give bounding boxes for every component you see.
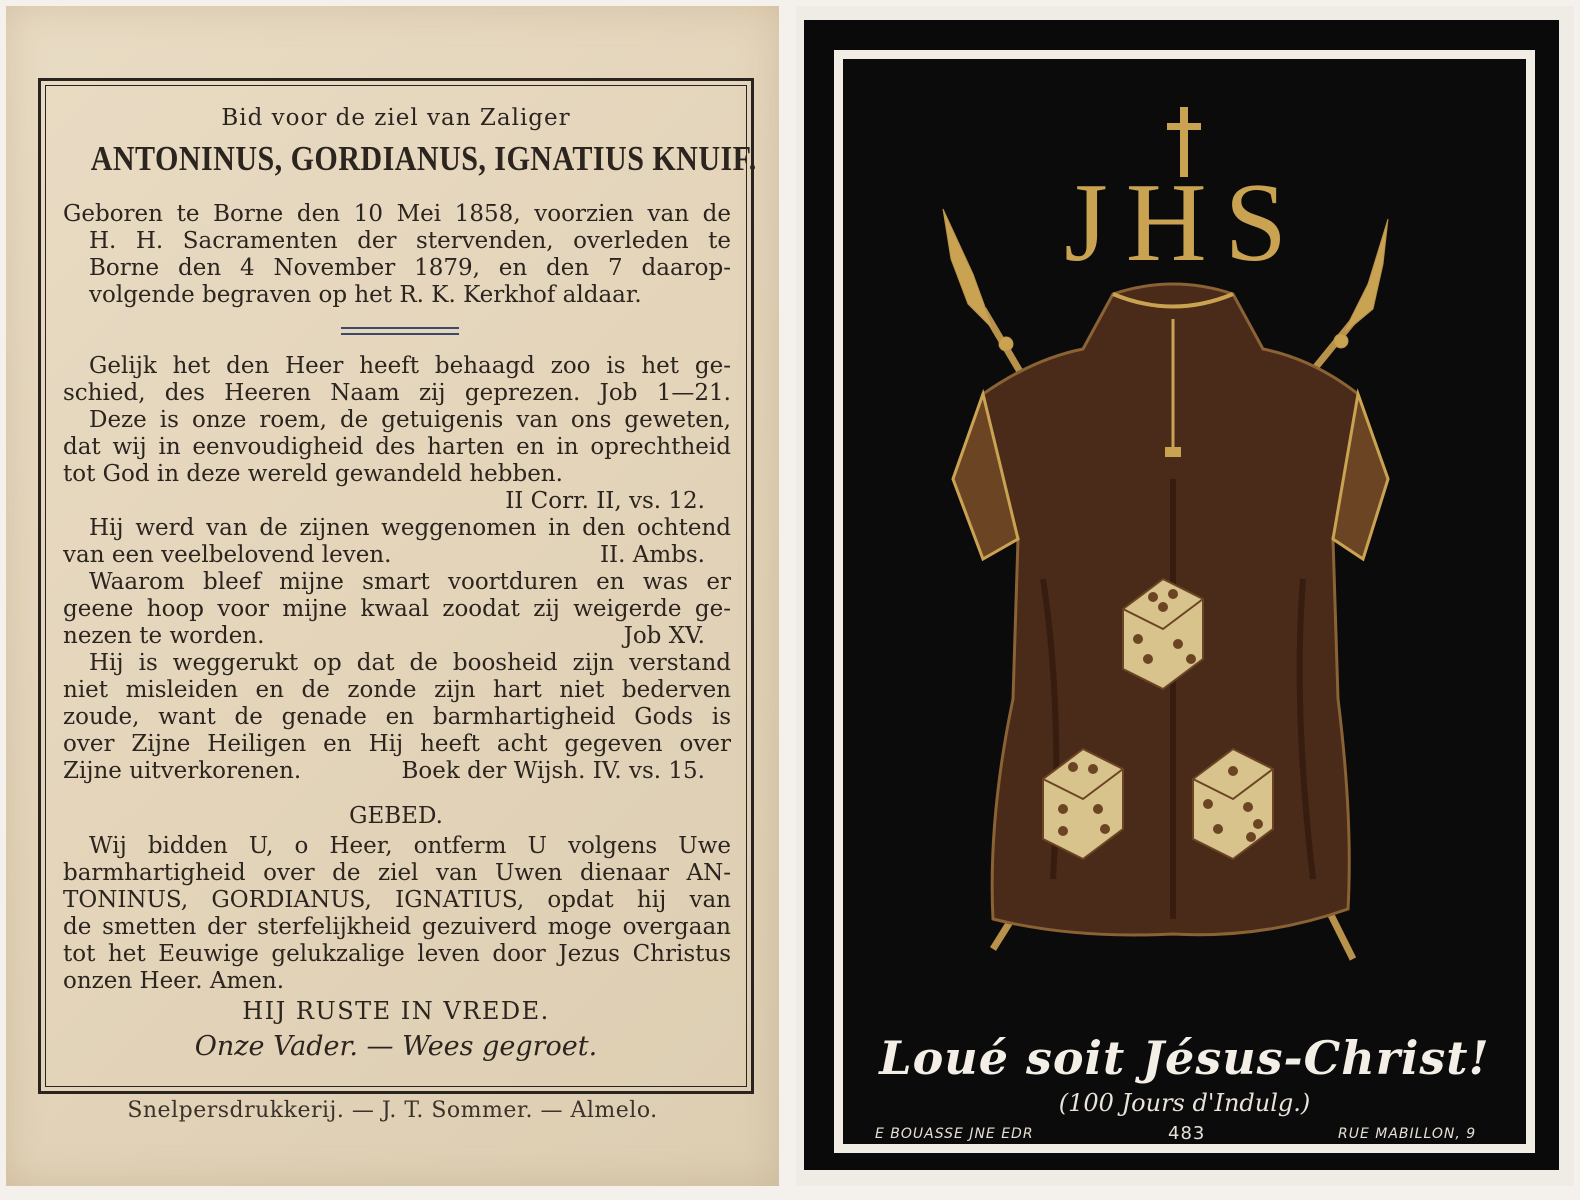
prayer-block [63,833,731,995]
text-line-with-citation [63,623,731,650]
citation: Boek der Wijsh. IV. vs. 15. [401,758,705,784]
text-line: Gelijk het den Heer heeft behaagd zoo is het ge- [89,353,731,379]
text-line: Deze is onze roem, de getuigenis van ons geweten, [89,407,731,433]
prayer-line: tot het Eeuwige gelukzalige leven door Jezus Christus [63,941,731,967]
text-line: van een veelbelovend leven. [63,542,392,568]
text-line: Waarom bleef mijne smart voortduren en was er [89,569,731,595]
text-line: Zijne uitverkorenen. [63,758,302,784]
deceased-name: ANTONINUS, GORDIANUS, IGNATIUS KNUIF. [90,139,757,178]
prayer-line: Wij bidden U, o Heer, ontferm U volgens Uwe [89,833,731,859]
text-frame [38,78,757,1094]
bio-line: volgende begraven op het R. K. Kerkhof aldaar. [89,282,642,308]
prayer-line: TONINUS, GORDIANUS, IGNATIUS, opdat hij van [63,887,731,913]
text-line: tot God in deze wereld gewandeld hebben. [63,461,563,487]
prayer-line: barmhartigheid over de ziel van Uwen dienaar AN- [63,860,731,886]
citation: II. Ambs. [599,542,705,568]
rest-in-peace: HIJ RUSTE IN VREDE. [242,997,550,1025]
citation: Job XV. [623,623,705,649]
white-inner-border [834,50,1535,1153]
text-line: dat wij in eenvoudigheid des harten en in oprechtheid [63,434,731,460]
bio-line: Geboren te Borne den 10 Mei 1858, voorzien van de [63,201,731,227]
text-line-with-citation [63,758,731,785]
text-line: nezen te worden. [63,623,265,649]
text-line: over Zijne Heiligen en Hij heeft acht gegeven over [63,731,731,757]
publisher: E BOUASSE JNE EDR [875,1126,1034,1142]
closing-prayers: Onze Vader. — Wees gegroet. [194,1031,598,1062]
prayer-title: GEBED. [349,803,443,829]
text-line: niet misleiden en de zonde zijn hart niet bederven [63,677,731,703]
publisher-address: RUE MABILLON, 9 [1338,1126,1477,1142]
prayer-line: onzen Heer. Amen. [63,968,285,994]
jhs-monogram: JHS [1064,161,1305,285]
bio-line: Borne den 4 November 1879, en den 7 daarop- [89,255,731,281]
prayer-line: de smetten der sterfelijkheid gezuiverd moge overgaan [63,914,731,940]
text-line: Hij werd van de zijnen weggenomen in den ochtend [89,515,731,541]
text-line: geene hoop voor mijne kwaal zoodat zij weigerde ge- [63,596,731,622]
indulgence-note: (100 Jours d'Indulg.) [1058,1089,1311,1117]
ornamental-divider [341,327,459,339]
text-line: Hij is weggerukt op dat de boosheid zijn verstand [89,650,731,676]
text-line: zoude, want de genade en barmhartigheid Gods is [63,704,731,730]
biography-block [63,201,731,309]
card-number: 483 [1168,1123,1206,1144]
image-panel [843,59,1526,1144]
printer-imprint: Snelpersdrukkerij. — J. T. Sommer. — Almelo. [127,1098,658,1123]
black-mourning-border [804,20,1559,1170]
citation: II Corr. II, vs. 12. [505,488,705,514]
memorial-card-image-side [796,6,1574,1186]
bio-line: H. H. Sacramenten der stervenden, overleden te [89,228,731,254]
scripture-block [63,353,731,785]
text-line: schied, des Heeren Naam zij geprezen. Job 1—21. [63,380,731,406]
memorial-card-text-side [6,6,779,1186]
prayer-request-heading: Bid voor de ziel van Zaliger [221,105,571,131]
motto: Loué soit Jésus-Christ! [879,1031,1490,1085]
text-line-with-citation [63,542,731,569]
